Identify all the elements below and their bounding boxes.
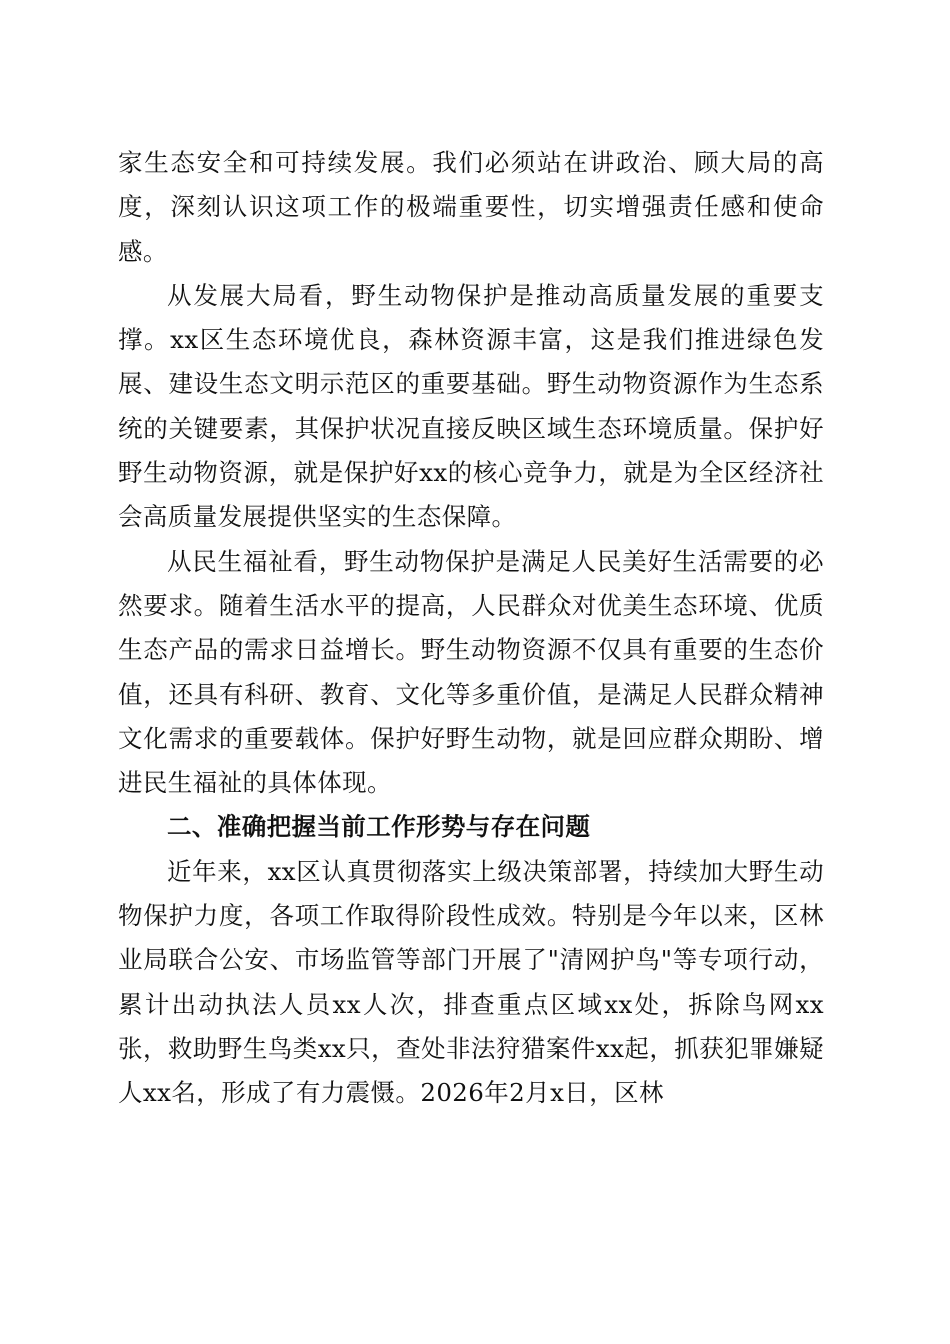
paragraph-current-situation: 近年来，xx区认真贯彻落实上级决策部署，持续加大野生动物保护力度，各项工作取得阶段性成效。特别是今年以来，区林业局联合公安、市场监管等部门开展了"清网护鸟"等专项行动，累计出动执法人员xx人次，排查重点区域xx处，拆除鸟网xx张，救助野生鸟类xx只，查处非法狩猎案件xx起，抓获犯罪嫌疑人xx名，形成了有力震慑。2026年2月x日，区林 <box>118 856 824 1108</box>
paragraph-livelihood: 从民生福祉看，野生动物保护是满足人民美好生活需要的必然要求。随着生活水平的提高，人民群众对优美生态环境、优质生态产品的需求日益增长。野生动物资源不仅具有重要的生态价值，还具有科研、教育、文化等多重价值，是满足人民群众精神文化需求的重要载体。保护好野生动物，就是回应群众期盼、增进民生福祉的具体体现。 <box>118 546 824 798</box>
paragraph-development: 从发展大局看，野生动物保护是推动高质量发展的重要支撑。xx区生态环境优良，森林资源丰富，这是我们推进绿色发展、建设生态文明示范区的重要基础。野生动物资源作为生态系统的关键要素，其保护状况直接反映区域生态环境质量。保护好野生动物资源，就是保护好xx的核心竞争力，就是为全区经济社会高质量发展提供坚实的生态保障。 <box>118 280 824 532</box>
document-body <box>118 141 824 1116</box>
section-heading: 二、准确把握当前工作形势与存在问题 <box>167 812 591 842</box>
paragraph-continuation: 家生态安全和可持续发展。我们必须站在讲政治、顾大局的高度，深刻认识这项工作的极端重要性，切实增强责任感和使命感。 <box>118 148 824 266</box>
